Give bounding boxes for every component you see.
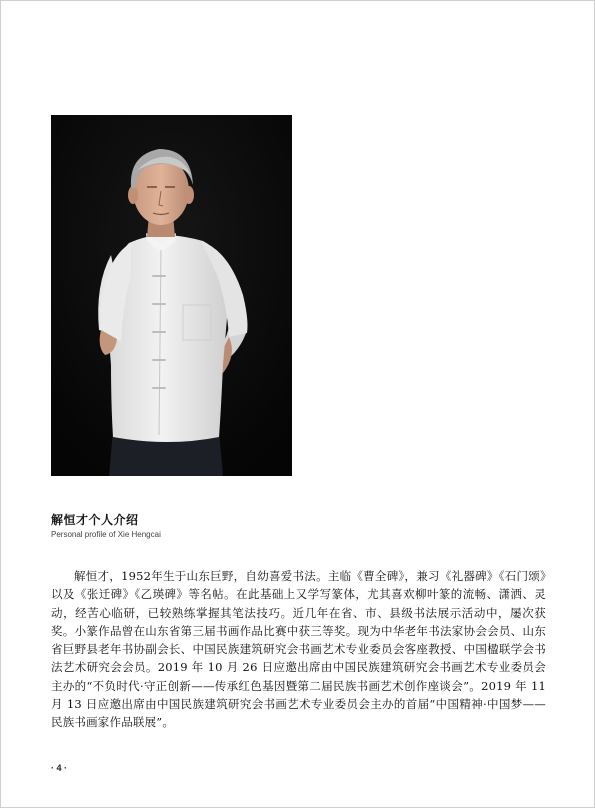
profile-body [51, 567, 546, 732]
profile-paragraph: 解恒才，1952年生于山东巨野，自幼喜爱书法。主临《曹全碑》，兼习《礼器碑》《石门颂》以及《张迁碑》《乙瑛碑》等名帖。在此基础上又学写篆体，尤其喜欢柳叶篆的流畅、潇洒、灵动，经苦心临研，已较熟练掌握其笔法技巧。近几年在省、市、县级书法展示活动中，屡次获奖。小篆作品曾在山东省第三届书画作品比赛中获三等奖。现为中华老年书法家协会会员、山东省巨野县老年书协副会长、中国民族建筑研究会书画艺术专业委员会客座教授、中国楹联学会书法艺术研究会会员。2019 年 10 月 26 日应邀出席由中国民族建筑研究会书画艺术专业委员会主办的“不负时代·守正创新——传承红色基因暨第二届民族书画艺术创作座谈会”。2019 年 11 月 13 日应邀出席由中国民族建筑研究会书画艺术专业委员会主办的首届“中国精神·中国梦——民族书画家作品联展”。 [51, 569, 546, 730]
profile-subtitle: Personal profile of Xie Hengcai [51, 530, 161, 539]
profile-title: 解恒才个人介绍 [51, 513, 139, 527]
page-number: · 4 · [51, 763, 68, 773]
portrait-photo [51, 115, 292, 476]
